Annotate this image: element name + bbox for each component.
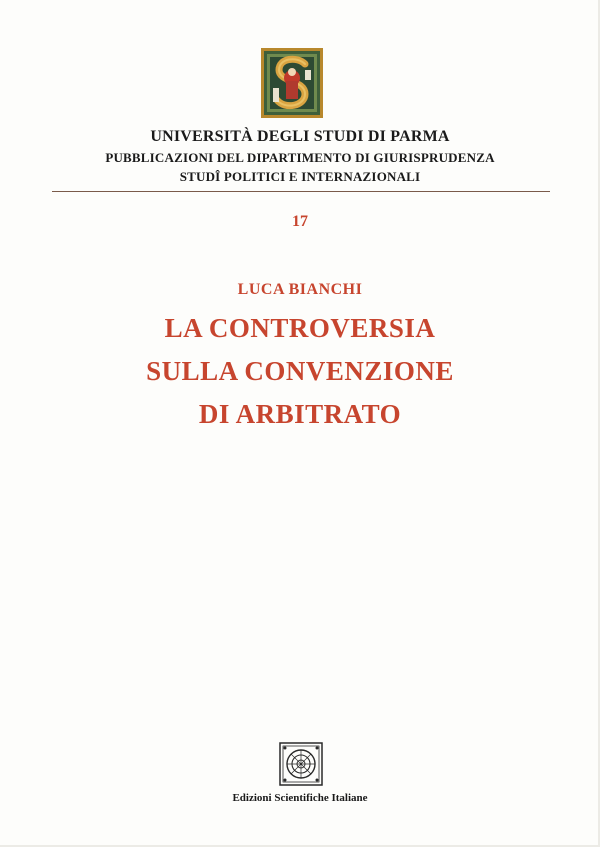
- department-name: PUBBLICAZIONI DEL DIPARTIMENTO DI GIURISPRUDENZA: [105, 150, 495, 165]
- series-number: 17: [292, 213, 308, 230]
- university-name: UNIVERSITÀ DEGLI STUDI DI PARMA: [150, 128, 450, 145]
- title-line-1: LA CONTROVERSIA: [164, 313, 436, 343]
- header-divider: [52, 191, 550, 192]
- author-name: LUCA BIANCHI: [237, 281, 363, 298]
- subseries-name: STUDÎ POLITICI E INTERNAZIONALI: [179, 169, 421, 184]
- title-line-2: SULLA CONVENZIONE: [146, 356, 454, 386]
- publisher-name: Edizioni Scientifiche Italiane: [232, 792, 368, 804]
- university-crest-icon: [261, 48, 323, 118]
- title-line-3: DI ARBITRATO: [198, 399, 402, 429]
- esi-emblem-icon: [279, 742, 323, 786]
